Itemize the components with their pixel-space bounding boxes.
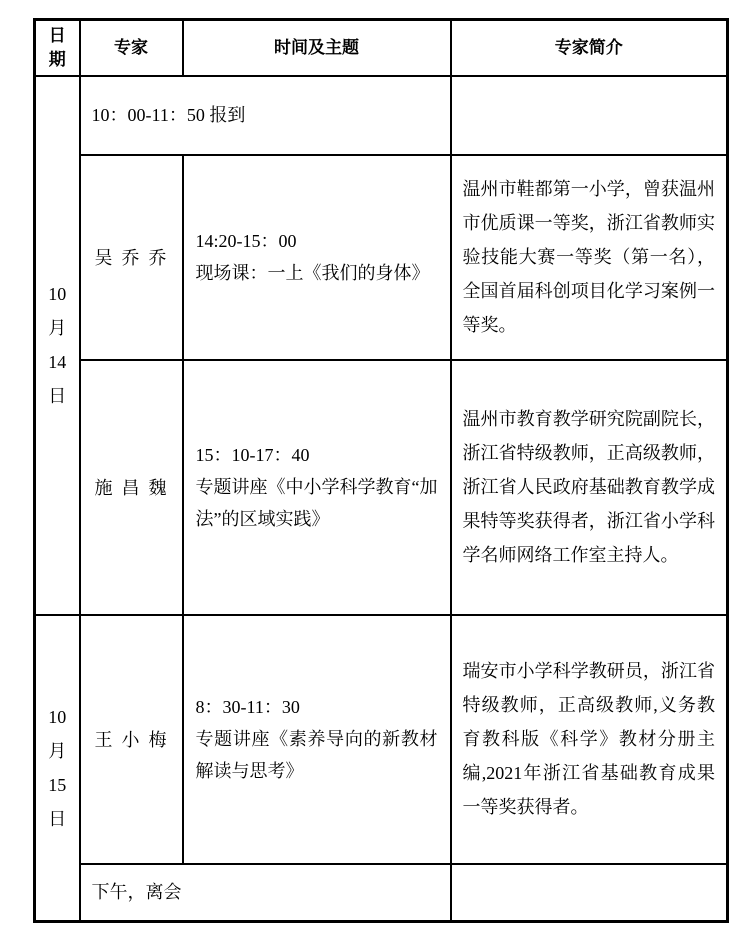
time-topic-cell [183,155,451,360]
checkin-cell: 10：00-11：50 报到 [80,76,451,155]
expert-cell: 王小梅 [80,615,183,864]
session-time: 15：10-17：40 [195,445,310,465]
date-cell-oct15 [35,615,80,922]
header-intro: 专家简介 [451,20,728,76]
date-line: 月 [48,318,67,338]
session-time: 8：30-11：30 [195,697,300,717]
expert-intro-cell: 温州市鞋都第一小学，曾获温州市优质课一等奖，浙江省教师实验技能大赛一等奖（第一名），全国首届科创项目化学习案例一等奖。 [451,155,728,360]
session-row-wuqiaoqiao [35,155,728,360]
schedule-table [33,18,729,923]
session-topic: 专题讲座《素养导向的新教材解读与思考》 [195,729,438,781]
header-time-topic: 时间及主题 [183,20,451,76]
expert-intro-cell: 瑞安市小学科学教研员，浙江省特级教师，正高级教师,义务教育教科版《科学》教材分册主编,2021年浙江省基础教育成果一等奖获得者。 [451,615,728,864]
session-row-shichangwei [35,360,728,615]
header-date: 日期 [35,20,80,76]
header-row [35,20,728,76]
time-topic-cell [183,615,451,864]
expert-cell: 吴乔乔 [80,155,183,360]
date-line: 10 [48,706,67,727]
intro-cell-empty-checkin [451,76,728,155]
date-line: 月 [48,740,67,761]
header-expert: 专家 [80,20,183,76]
departure-row [35,864,728,922]
session-topic: 现场课：一上《我们的身体》 [195,263,430,283]
session-topic: 专题讲座《中小学科学教育“加法”的区域实践》 [195,477,438,529]
expert-cell: 施昌魏 [80,360,183,615]
expert-intro-cell: 温州市教育教学研究院副院长，浙江省特级教师，正高级教师，浙江省人民政府基础教育教学成果特等奖获得者，浙江省小学科学名师网络工作室主持人。 [451,360,728,615]
date-line: 日 [48,808,67,829]
departure-cell: 下午，离会 [80,864,451,922]
date-line: 日 [48,386,67,406]
intro-cell-empty-departure [451,864,728,922]
session-row-wangxiaomei [35,615,728,864]
date-line: 15 [48,774,67,795]
date-line: 14 [48,352,67,372]
session-time: 14:20-15：00 [195,231,297,251]
time-topic-cell [183,360,451,615]
date-line: 10 [48,284,67,304]
checkin-row [35,76,728,155]
date-cell-oct14 [35,76,80,615]
